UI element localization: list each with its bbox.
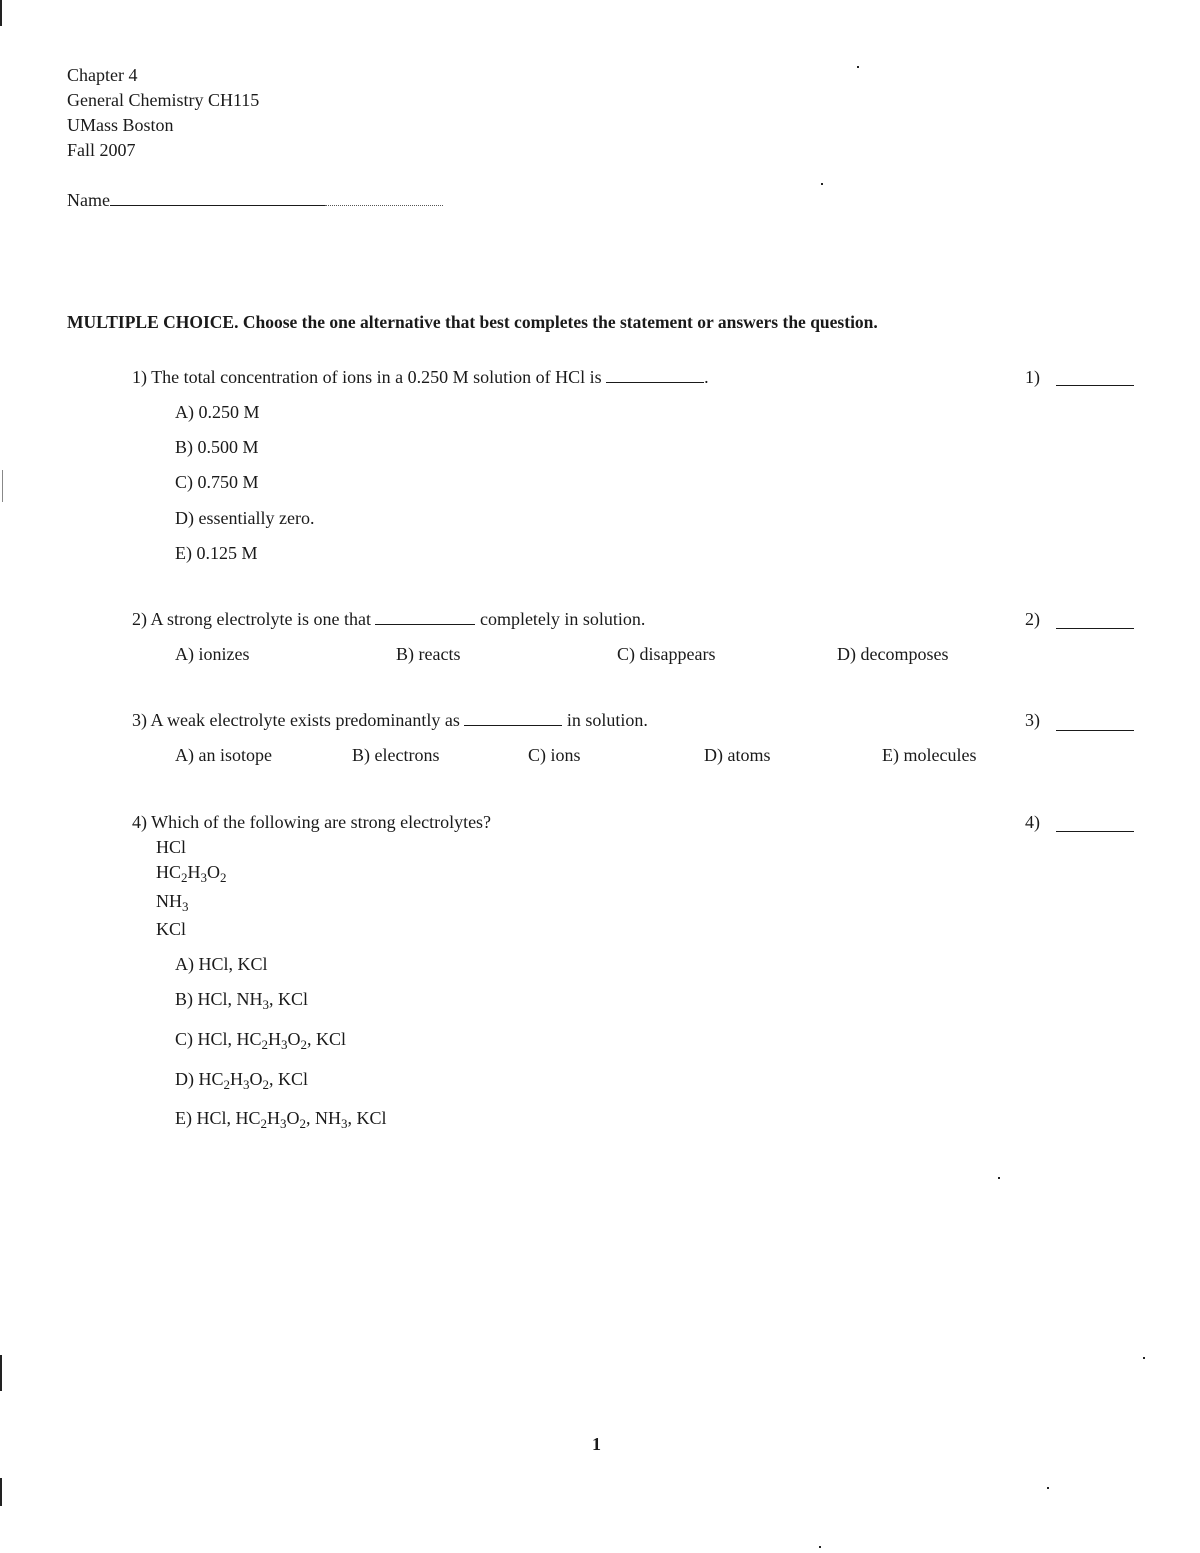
question-3-text: 3) A weak electrolyte exists predominantly as: [132, 710, 460, 730]
page-number: 1: [592, 1434, 601, 1454]
answer-label-3: 3): [1025, 710, 1040, 730]
answer-label-4: 4): [1025, 812, 1040, 832]
compound-ammonia: $NH_3$: [156, 891, 189, 914]
scan-edge-mark: [0, 1355, 2, 1391]
q4-option-d[interactable]: D) $HC_2H_3O_2$, KCl: [175, 1069, 309, 1092]
scan-edge-mark: [0, 1478, 2, 1506]
course-label: General Chemistry CH115: [67, 90, 260, 110]
q3-option-b[interactable]: B) electrons: [352, 745, 440, 765]
answer-line-3[interactable]: [1056, 730, 1134, 731]
scan-edge-mark: [2, 470, 3, 502]
q3-option-c[interactable]: C) ions: [528, 745, 581, 765]
instructions-heading: MULTIPLE CHOICE. Choose the one alternative that best completes the statement or answers the question.: [67, 312, 878, 332]
q1-option-d[interactable]: D) essentially zero.: [175, 508, 315, 528]
q2-option-c[interactable]: C) disappears: [617, 644, 716, 664]
question-1-text: 1) The total concentration of ions in a 0.250 M solution of HCl is: [132, 367, 602, 387]
scan-dot: [998, 1177, 1000, 1179]
scan-dot: [819, 1546, 821, 1548]
q1-option-b[interactable]: B) 0.500 M: [175, 437, 259, 457]
question-3-blank: [464, 723, 562, 726]
term-label: Fall 2007: [67, 140, 136, 160]
scan-edge-mark: [0, 0, 2, 26]
q1-option-e[interactable]: E) 0.125 M: [175, 543, 258, 563]
question-3-text-end: in solution.: [566, 710, 648, 730]
q3-option-e[interactable]: E) molecules: [882, 745, 977, 765]
q2-option-a[interactable]: A) ionizes: [175, 644, 250, 664]
scan-dot: [1143, 1357, 1145, 1359]
q4-option-e[interactable]: E) HCl, $HC_2H_3O_2$, $NH_3$, KCl: [175, 1108, 387, 1131]
name-dotted-tail: [325, 203, 443, 206]
q3-option-a[interactable]: A) an isotope: [175, 745, 272, 765]
compound-kcl: KCl: [156, 919, 187, 939]
question-1-period: .: [704, 367, 709, 387]
q1-option-a[interactable]: A) 0.250 M: [175, 402, 260, 422]
q2-option-b[interactable]: B) reacts: [396, 644, 461, 664]
question-1-stem: [132, 368, 709, 386]
school-label: UMass Boston: [67, 115, 174, 135]
question-2-text: 2) A strong electrolyte is one that: [132, 609, 371, 629]
q4-option-b[interactable]: B) HCl, $NH_3$, KCl: [175, 989, 309, 1012]
compound-acetic-acid: $HC_2H_3O_2$: [156, 862, 227, 885]
scan-dot: [857, 66, 859, 68]
q4-option-c[interactable]: C) HCl, $HC_2H_3O_2$, KCl: [175, 1029, 347, 1052]
scan-dot: [821, 183, 823, 185]
q1-option-c[interactable]: C) 0.750 M: [175, 472, 259, 492]
answer-line-4[interactable]: [1056, 831, 1134, 832]
answer-label-1: 1): [1025, 367, 1040, 387]
name-blank-line: [110, 203, 325, 206]
answer-line-1[interactable]: [1056, 385, 1134, 386]
name-field[interactable]: [67, 191, 443, 209]
compound-hcl: HCl: [156, 837, 187, 857]
q3-option-d[interactable]: D) atoms: [704, 745, 771, 765]
question-3-stem: [132, 711, 648, 729]
answer-label-2: 2): [1025, 609, 1040, 629]
answer-line-2[interactable]: [1056, 628, 1134, 629]
question-2-blank: [375, 622, 475, 625]
question-4-stem: 4) Which of the following are strong electrolytes?: [132, 812, 492, 832]
chapter-label: Chapter 4: [67, 65, 138, 85]
name-label: Name: [67, 190, 110, 210]
question-2-text-end: completely in solution.: [479, 609, 646, 629]
q2-option-d[interactable]: D) decomposes: [837, 644, 949, 664]
q4-option-a[interactable]: A) HCl, KCl: [175, 954, 268, 974]
scan-dot: [1047, 1487, 1049, 1489]
question-1-blank: [606, 380, 704, 383]
question-2-stem: [132, 610, 645, 628]
